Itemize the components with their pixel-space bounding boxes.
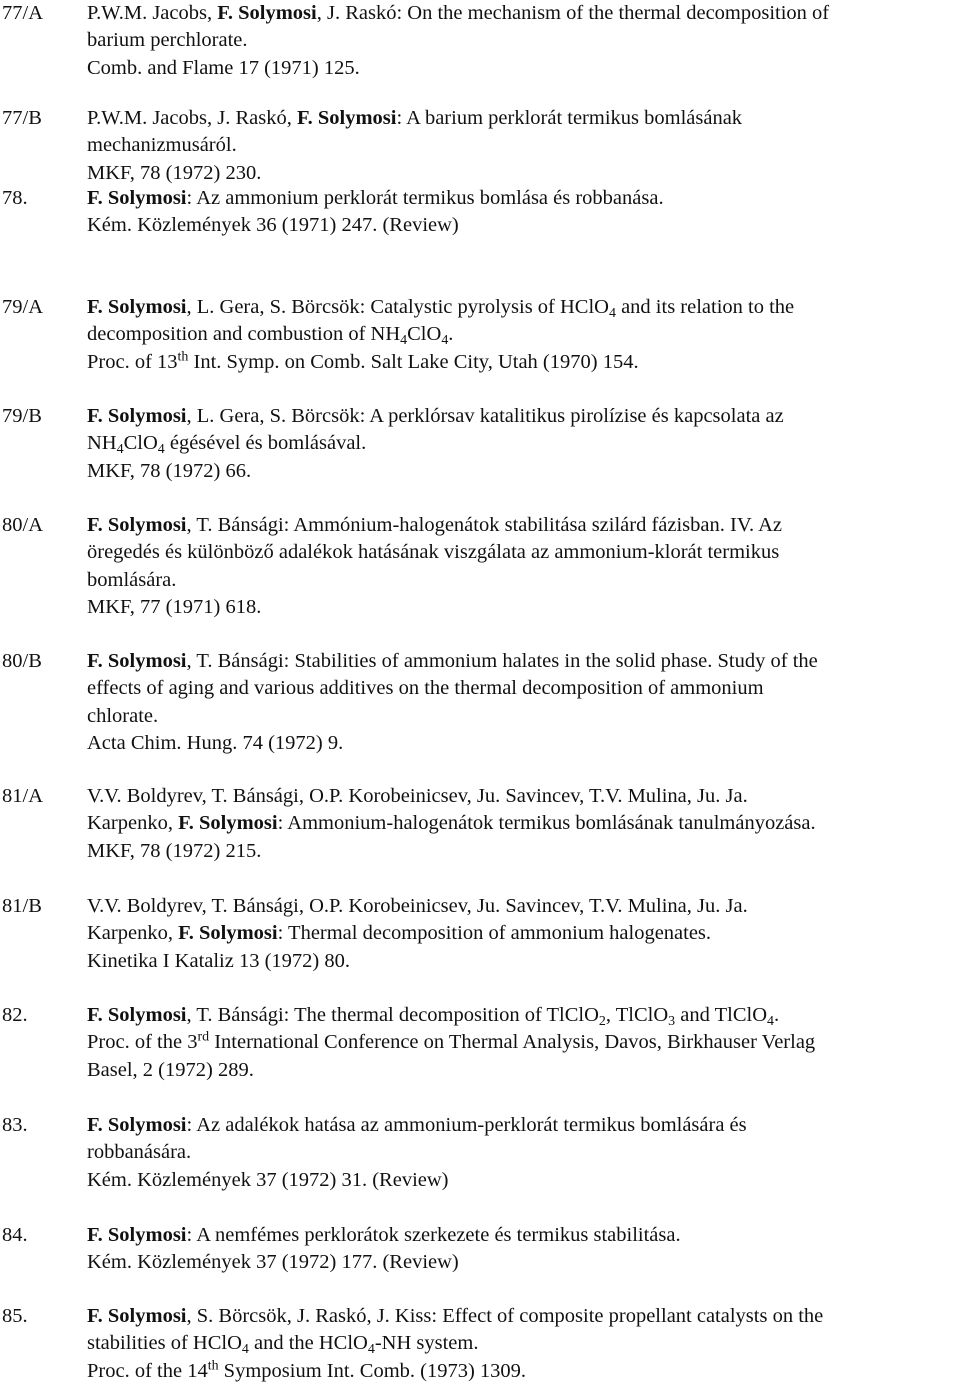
citation-text <box>87 1222 960 1277</box>
text-run: öregedés és különböző adalékok hatásának viszgálata az ammonium-klorát termikus <box>87 541 780 564</box>
citation-text <box>87 648 960 757</box>
subscript: 4 <box>608 305 616 321</box>
citation-line <box>87 458 960 485</box>
citation-text <box>87 294 960 376</box>
author-name: F. Solymosi <box>87 1114 187 1136</box>
entry-number: 79/B <box>2 405 42 427</box>
superscript: th <box>207 1357 219 1373</box>
publication-entry <box>0 783 960 865</box>
text-run: and the HClO <box>248 1332 368 1355</box>
citation-text <box>87 403 960 485</box>
citation-line <box>87 648 960 675</box>
citation-line <box>87 893 960 920</box>
citation-line <box>87 349 960 376</box>
citation-text <box>87 512 960 621</box>
text-run: V.V. Boldyrev, T. Bánsági, O.P. Korobeinicsev, Ju. Savincev, T.V. Mulina, Ju. Ja. <box>87 785 748 807</box>
citation-line <box>87 539 960 566</box>
citation-line <box>87 1002 960 1029</box>
text-run: égésével és bomlásával. <box>164 432 367 455</box>
citation-line <box>87 160 960 187</box>
text-run: stabilities of HClO <box>87 1332 242 1355</box>
citation-line <box>87 321 960 348</box>
citation-line <box>87 838 960 865</box>
text-run: V.V. Boldyrev, T. Bánsági, O.P. Korobeinicsev, Ju. Savincev, T.V. Mulina, Ju. Ja. <box>87 895 748 917</box>
author-name: F. Solymosi <box>87 296 187 318</box>
citation-line <box>87 105 960 132</box>
subscript: 4 <box>157 442 165 458</box>
citation-text <box>87 1002 960 1084</box>
citation-line <box>87 1330 960 1357</box>
entry-number: 79/A <box>2 296 43 318</box>
subscript: 4 <box>241 1342 249 1358</box>
text-run: MKF, 78 (1972) 215. <box>87 839 262 862</box>
entry-number: 81/A <box>2 785 43 807</box>
author-name: F. Solymosi <box>296 107 397 129</box>
publication-entry <box>0 1303 960 1385</box>
author-name: F. Solymosi <box>217 2 317 24</box>
citation-line <box>87 1057 960 1084</box>
entry-number: 80/A <box>2 514 43 536</box>
citation-line <box>87 430 960 457</box>
citation-line <box>87 1139 960 1166</box>
text-run: Comb. and Flame 17 (1971) 125. <box>87 56 360 79</box>
text-run: chlorate. <box>87 704 159 727</box>
author-name: F. Solymosi <box>87 1305 187 1327</box>
publication-entry <box>0 512 960 621</box>
text-run: mechanizmusáról. <box>87 134 237 157</box>
author-name: F. Solymosi <box>87 650 187 672</box>
text-run: Kém. Közlemények 37 (1972) 177. (Review) <box>87 1251 459 1274</box>
text-run: , TlClO <box>605 1004 669 1026</box>
publication-entry <box>0 1112 960 1194</box>
text-run: : Ammonium-halogenátok termikus bomlásának tanulmányozása. <box>277 812 816 835</box>
publication-entry <box>0 185 960 240</box>
citation-line <box>87 567 960 594</box>
text-run: bomlására. <box>87 568 177 591</box>
citation-line <box>87 1029 960 1056</box>
citation-line <box>87 27 960 54</box>
citation-line <box>87 294 960 321</box>
citation-line <box>87 212 960 239</box>
subscript: 4 <box>367 1342 375 1358</box>
entry-number: 80/B <box>2 650 42 672</box>
citation-line <box>87 1358 960 1385</box>
text-run: Basel, 2 (1972) 289. <box>87 1058 254 1081</box>
citation-line <box>87 55 960 82</box>
entry-number: 81/B <box>2 895 42 917</box>
text-run: : Az ammonium perklorát termikus bomlása és robbanása. <box>186 187 664 209</box>
subscript: 4 <box>116 442 124 458</box>
text-run: . <box>773 1004 780 1026</box>
citation-text <box>87 185 960 240</box>
citation-line <box>87 594 960 621</box>
citation-line <box>87 730 960 757</box>
citation-line <box>87 0 960 27</box>
text-run: Proc. of the 14 <box>87 1359 208 1382</box>
entry-number: 77/A <box>2 2 43 24</box>
text-run: Kém. Közlemények 37 (1972) 31. (Review) <box>87 1168 449 1191</box>
entry-number: 77/B <box>2 107 42 129</box>
text-run: Karpenko, <box>87 812 179 835</box>
text-run: : A nemfémes perklorátok szerkezete és termikus stabilitása. <box>186 1224 681 1246</box>
publication-entry <box>0 1222 960 1277</box>
text-run: , S. Börcsök, J. Raskó, J. Kiss: Effect of composite propellant catalysts on the <box>186 1305 824 1327</box>
author-name: F. Solymosi <box>87 1004 187 1026</box>
text-run: Acta Chim. Hung. 74 (1972) 9. <box>87 731 344 754</box>
citation-line <box>87 783 960 810</box>
subscript: 4 <box>400 333 408 349</box>
entry-number: 82. <box>2 1004 28 1026</box>
superscript: rd <box>197 1029 210 1045</box>
text-run: . <box>448 323 454 346</box>
citation-line <box>87 403 960 430</box>
entry-number: 85. <box>2 1305 28 1327</box>
text-run: MKF, 78 (1972) 230. <box>87 161 262 184</box>
superscript: th <box>177 348 189 364</box>
text-run: , J. Raskó: On the mechanism of the thermal decomposition of <box>316 2 830 24</box>
text-run: Proc. of the 3 <box>87 1031 198 1054</box>
text-run: , T. Bánsági: The thermal decomposition of TlClO <box>186 1004 599 1026</box>
publication-entry <box>0 403 960 485</box>
author-name: F. Solymosi <box>87 405 187 427</box>
subscript: 2 <box>598 1013 606 1029</box>
text-run: , T. Bánsági: Stabilities of ammonium halates in the solid phase. Study of the <box>186 650 818 672</box>
author-name: F. Solymosi <box>87 1224 187 1246</box>
text-run: and its relation to the <box>615 296 795 318</box>
text-run: effects of aging and various additives on the thermal decomposition of ammonium <box>87 677 764 700</box>
text-run: Karpenko, <box>87 922 179 945</box>
entry-number: 78. <box>2 187 28 209</box>
text-run: , L. Gera, S. Börcsök: A perklórsav katalitikus pirolízise és kapcsolata az <box>186 405 784 427</box>
citation-line <box>87 132 960 159</box>
citation-text <box>87 105 960 187</box>
citation-line <box>87 1249 960 1276</box>
text-run: MKF, 77 (1971) 618. <box>87 595 262 618</box>
text-run: Int. Symp. on Comb. Salt Lake City, Utah (1970) 154. <box>188 350 639 373</box>
author-name: F. Solymosi <box>178 922 278 945</box>
publication-entry <box>0 893 960 975</box>
text-run: International Conference on Thermal Analysis, Davos, Birkhauser Verlag <box>209 1031 816 1054</box>
entry-number: 83. <box>2 1114 28 1136</box>
subscript: 3 <box>668 1013 676 1029</box>
text-run: Kém. Közlemények 36 (1971) 247. (Review) <box>87 214 459 237</box>
subscript: 4 <box>767 1013 774 1029</box>
citation-text <box>87 893 960 975</box>
text-run: robbanására. <box>87 1141 192 1164</box>
citation-line <box>87 1303 960 1330</box>
citation-line <box>87 920 960 947</box>
text-run: -NH system. <box>374 1332 479 1355</box>
text-run: decomposition and combustion of NH <box>87 323 401 346</box>
citation-line <box>87 948 960 975</box>
citation-text <box>87 1112 960 1194</box>
text-run: Symposium Int. Comb. (1973) 1309. <box>218 1359 527 1382</box>
author-name: F. Solymosi <box>178 812 278 835</box>
citation-line <box>87 675 960 702</box>
text-run: ClO <box>123 432 158 455</box>
text-run: : Az adalékok hatása az ammonium-perklorát termikus bomlására és <box>186 1114 747 1136</box>
text-run: and TlClO <box>675 1004 768 1026</box>
text-run: MKF, 78 (1972) 66. <box>87 459 252 482</box>
text-run: NH <box>87 432 117 455</box>
text-run: , T. Bánsági: Ammónium-halogenátok stabilitása szilárd fázisban. IV. Az <box>186 514 783 536</box>
publication-entry <box>0 0 960 82</box>
citation-line <box>87 703 960 730</box>
subscript: 4 <box>441 333 449 349</box>
text-run: Proc. of 13 <box>87 350 178 373</box>
text-run: barium perchlorate. <box>87 29 248 52</box>
publication-entry <box>0 294 960 376</box>
text-run: P.W.M. Jacobs, J. Raskó, <box>87 107 297 129</box>
citation-text <box>87 783 960 865</box>
entry-number: 84. <box>2 1224 28 1246</box>
text-run: P.W.M. Jacobs, <box>87 2 218 24</box>
text-run: Kinetika I Kataliz 13 (1972) 80. <box>87 949 351 972</box>
author-name: F. Solymosi <box>87 514 187 536</box>
publication-entry <box>0 105 960 187</box>
citation-line <box>87 512 960 539</box>
citation-text <box>87 1303 960 1385</box>
text-run: : Thermal decomposition of ammonium halogenates. <box>277 922 712 945</box>
text-run: ClO <box>407 323 442 346</box>
citation-line <box>87 1167 960 1194</box>
citation-text <box>87 0 960 82</box>
citation-line <box>87 1222 960 1249</box>
citation-line <box>87 185 960 212</box>
citation-line <box>87 810 960 837</box>
citation-line <box>87 1112 960 1139</box>
text-run: : A barium perklorát termikus bomlásának <box>396 107 743 129</box>
text-run: , L. Gera, S. Börcsök: Catalystic pyrolysis of HClO <box>186 296 609 318</box>
publication-entry <box>0 1002 960 1084</box>
publication-entry <box>0 648 960 757</box>
author-name: F. Solymosi <box>87 187 187 209</box>
